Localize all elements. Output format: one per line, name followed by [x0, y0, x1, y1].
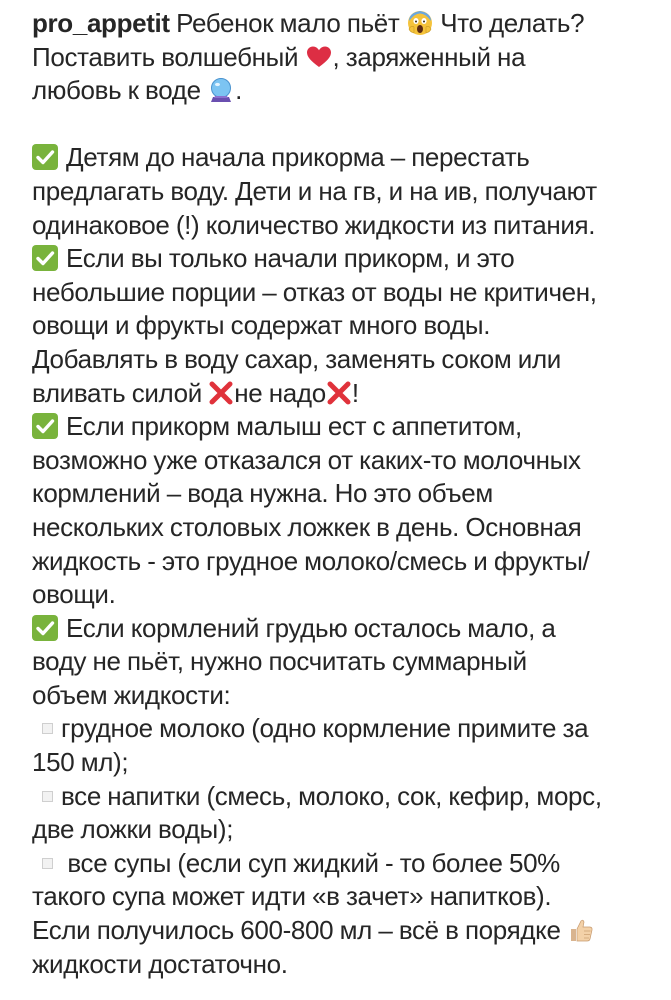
caption-line — [32, 41, 644, 75]
thumbs-up-icon — [568, 917, 594, 943]
caption-spacer — [32, 108, 644, 142]
caption-line — [32, 209, 644, 243]
caption-line — [32, 343, 644, 377]
caption-line — [32, 242, 644, 276]
caption-text: , заряженный на — [332, 41, 526, 72]
caption-text: предлагать воду. Дети и на гв, и на ив, получают — [32, 175, 597, 206]
caption-line — [32, 813, 644, 847]
caption-line — [32, 141, 644, 175]
caption-line — [32, 276, 644, 310]
caption-text: кормлений – вода нужна. Но это объем — [32, 478, 493, 509]
check-mark-button-icon — [32, 144, 58, 170]
caption-text: Поставить волшебный — [32, 41, 305, 72]
check-mark-button-icon — [32, 615, 58, 641]
caption-line — [32, 175, 644, 209]
caption-line — [32, 377, 644, 411]
caption-text: овощи и фрукты содержат много воды. — [32, 310, 491, 341]
caption-line — [32, 309, 644, 343]
caption-text: возможно уже отказался от каких-то молочных — [32, 444, 581, 475]
caption-line — [32, 914, 644, 948]
caption-line — [32, 612, 644, 646]
caption-text: Если кормлений грудью осталось мало, а — [66, 612, 556, 643]
caption-text: Если получилось 600-800 мл – всё в порядке — [32, 915, 567, 946]
caption-text: овощи. — [32, 579, 116, 610]
white-square-bullet-icon — [42, 791, 53, 802]
caption-line — [32, 948, 644, 982]
caption-line — [32, 410, 644, 444]
crystal-ball-icon — [208, 77, 234, 103]
cross-mark-icon — [326, 380, 352, 406]
caption-line — [32, 880, 644, 914]
caption-line — [32, 511, 644, 545]
caption-text: не надо — [234, 377, 326, 408]
caption-text: такого супа может идти «в зачет» напитков). — [32, 881, 552, 912]
caption-text: жидкость - это грудное молоко/смесь и фрукты/ — [32, 545, 590, 576]
caption-line — [32, 578, 644, 612]
post-caption — [32, 7, 644, 981]
caption-text: Добавлять в воду сахар, заменять соком или — [32, 343, 561, 374]
caption-line — [32, 7, 644, 41]
caption-text: вливать силой — [32, 377, 209, 408]
caption-text: все напитки (смесь, молоко, сок, кефир, морс, — [61, 780, 602, 811]
white-square-bullet-icon — [42, 858, 53, 869]
username-link[interactable]: pro_appetit — [32, 8, 170, 38]
cross-mark-icon — [208, 380, 234, 406]
caption-line — [32, 477, 644, 511]
caption-text: одинаковое (!) количество жидкости из питания. — [32, 209, 596, 240]
caption-text: грудное молоко (одно кормление примите за — [61, 713, 589, 744]
caption-line — [32, 679, 644, 713]
face-screaming-in-fear-icon — [407, 10, 433, 36]
caption-line — [32, 444, 644, 478]
red-heart-icon — [306, 44, 332, 70]
caption-line — [32, 847, 644, 881]
caption-text: ! — [351, 377, 359, 408]
caption-line — [32, 645, 644, 679]
check-mark-button-icon — [32, 413, 58, 439]
caption-text: 150 мл); — [32, 747, 129, 778]
caption-line — [32, 712, 644, 746]
caption-text: любовь к воде — [32, 75, 208, 106]
caption-text: все супы (если суп жидкий - то более 50% — [61, 847, 560, 878]
caption-text: Если вы только начали прикорм, и это — [66, 243, 515, 274]
caption-text: Что делать? — [433, 8, 585, 38]
caption-line — [32, 746, 644, 780]
caption-text: нескольких столовых ложкек в день. Основная — [32, 511, 582, 542]
caption-text: объем жидкости: — [32, 679, 231, 710]
caption-text: Детям до начала прикорма – перестать — [66, 142, 530, 173]
caption-text: воду не пьёт, нужно посчитать суммарный — [32, 646, 527, 677]
caption-text: Ребенок мало пьёт — [169, 8, 406, 38]
caption-text: . — [235, 75, 242, 106]
caption-text: две ложки воды); — [32, 814, 234, 845]
caption-line — [32, 545, 644, 579]
white-square-bullet-icon — [42, 723, 53, 734]
check-mark-button-icon — [32, 245, 58, 271]
caption-text: небольшие порции – отказ от воды не критичен, — [32, 276, 597, 307]
caption-line — [32, 74, 644, 108]
caption-text: жидкости достаточно. — [32, 948, 288, 979]
caption-line — [32, 780, 644, 814]
caption-text: Если прикорм малыш ест с аппетитом, — [66, 411, 522, 442]
